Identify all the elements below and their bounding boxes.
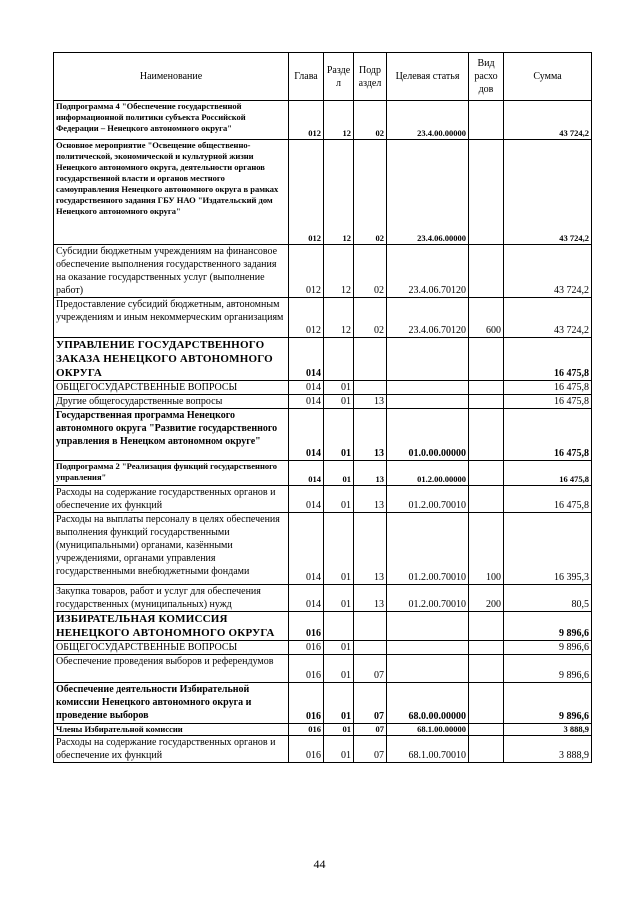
row-exp-type [469, 683, 504, 724]
header-subsection: Подр аздел [354, 53, 387, 101]
row-subsection: 13 [354, 585, 387, 612]
row-amount: 9 896,6 [504, 612, 592, 641]
table-row [54, 245, 592, 298]
table-row [54, 486, 592, 513]
row-amount: 16 475,8 [504, 486, 592, 513]
row-name: Подпрограмма 4 "Обеспечение государственной информационной политики субъекта Российской Федерации – Ненецкого автономного округа" [54, 101, 289, 140]
row-amount: 43 724,2 [504, 298, 592, 338]
row-subsection: 02 [354, 101, 387, 140]
row-amount: 16 475,8 [504, 338, 592, 381]
row-section [324, 338, 354, 381]
budget-table [53, 52, 592, 763]
row-section: 01 [324, 724, 354, 736]
page-number: 44 [313, 857, 326, 871]
row-subsection [354, 641, 387, 655]
row-section: 01 [324, 736, 354, 763]
row-exp-type [469, 338, 504, 381]
row-target: 23.4.00.00000 [387, 101, 469, 140]
row-amount: 43 724,2 [504, 245, 592, 298]
row-name: ОБЩЕГОСУДАРСТВЕННЫЕ ВОПРОСЫ [54, 641, 289, 655]
row-name: ИЗБИРАТЕЛЬНАЯ КОМИССИЯ НЕНЕЦКОГО АВТОНОМНОГО ОКРУГА [54, 612, 289, 641]
row-name: Другие общегосударственные вопросы [54, 395, 289, 409]
row-name: Расходы на содержание государственных органов и обеспечение их функций [54, 486, 289, 513]
row-subsection: 13 [354, 395, 387, 409]
row-section: 12 [324, 101, 354, 140]
row-subsection: 07 [354, 724, 387, 736]
row-subsection [354, 381, 387, 395]
row-name: Государственная программа Ненецкого автономного округа "Развитие государственного управления в Ненецком автономном округе" [54, 409, 289, 461]
row-section: 01 [324, 585, 354, 612]
row-subsection: 07 [354, 683, 387, 724]
row-exp-type [469, 381, 504, 395]
row-amount: 43 724,2 [504, 101, 592, 140]
row-section: 01 [324, 513, 354, 585]
row-chapter: 014 [289, 409, 324, 461]
table-row [54, 298, 592, 338]
row-target: 68.1.00.70010 [387, 736, 469, 763]
row-exp-type: 600 [469, 298, 504, 338]
row-amount: 9 896,6 [504, 655, 592, 683]
row-exp-type [469, 641, 504, 655]
row-exp-type [469, 140, 504, 245]
row-exp-type: 200 [469, 585, 504, 612]
row-amount: 16 475,8 [504, 409, 592, 461]
row-name: Основное мероприятие "Освещение общественно-политической, экономической и культурной жизни Ненецкого автономного округа, деятельности органов государственной власти и органов местного самоуправления Ненецкого автономного округа в рамках государственного задания ГБУ НАО "Издательский дом Ненецкого автономного округа" [54, 140, 289, 245]
row-subsection: 13 [354, 461, 387, 486]
row-section: 12 [324, 140, 354, 245]
row-amount: 43 724,2 [504, 140, 592, 245]
table-row [54, 585, 592, 612]
row-subsection: 07 [354, 736, 387, 763]
row-target: 01.2.00.70010 [387, 486, 469, 513]
row-chapter: 016 [289, 683, 324, 724]
header-row [54, 53, 592, 101]
table-row [54, 395, 592, 409]
row-exp-type [469, 409, 504, 461]
row-exp-type [469, 724, 504, 736]
row-amount: 9 896,6 [504, 683, 592, 724]
row-subsection: 02 [354, 298, 387, 338]
row-exp-type [469, 101, 504, 140]
row-target: 68.0.00.00000 [387, 683, 469, 724]
table-row [54, 612, 592, 641]
row-amount: 16 475,8 [504, 461, 592, 486]
row-section: 01 [324, 461, 354, 486]
table-row [54, 724, 592, 736]
row-subsection: 13 [354, 409, 387, 461]
row-chapter: 014 [289, 395, 324, 409]
row-target: 01.2.00.70010 [387, 513, 469, 585]
row-name: Предоставление субсидий бюджетным, автономным учреждениям и иным некоммерческим организациям [54, 298, 289, 338]
row-subsection [354, 338, 387, 381]
table-row [54, 655, 592, 683]
table-row [54, 736, 592, 763]
row-section [324, 612, 354, 641]
row-target [387, 612, 469, 641]
row-chapter: 014 [289, 338, 324, 381]
row-chapter: 012 [289, 140, 324, 245]
row-subsection: 13 [354, 513, 387, 585]
row-amount: 16 475,8 [504, 381, 592, 395]
row-target [387, 381, 469, 395]
row-amount: 16 475,8 [504, 395, 592, 409]
row-chapter: 012 [289, 101, 324, 140]
table-row [54, 338, 592, 381]
row-exp-type [469, 461, 504, 486]
row-chapter: 014 [289, 486, 324, 513]
row-name: Расходы на выплаты персоналу в целях обеспечения выполнения функций государственными (муниципальными) органами, казёнными учреждениями, органами управления государственными внебюджетными фондами [54, 513, 289, 585]
row-chapter: 016 [289, 641, 324, 655]
row-chapter: 016 [289, 736, 324, 763]
row-section: 01 [324, 683, 354, 724]
row-target: 01.0.00.00000 [387, 409, 469, 461]
header-name: Наименование [54, 53, 289, 101]
row-target [387, 395, 469, 409]
row-exp-type [469, 612, 504, 641]
table-row [54, 683, 592, 724]
table-row [54, 513, 592, 585]
header-amount: Сумма [504, 53, 592, 101]
row-amount: 80,5 [504, 585, 592, 612]
row-exp-type [469, 486, 504, 513]
row-section: 01 [324, 655, 354, 683]
row-chapter: 014 [289, 585, 324, 612]
row-chapter: 016 [289, 724, 324, 736]
row-target [387, 338, 469, 381]
table-row [54, 381, 592, 395]
row-chapter: 014 [289, 381, 324, 395]
table-row [54, 101, 592, 140]
row-name: Расходы на содержание государственных органов и обеспечение их функций [54, 736, 289, 763]
row-exp-type [469, 736, 504, 763]
row-section: 12 [324, 298, 354, 338]
row-name: ОБЩЕГОСУДАРСТВЕННЫЕ ВОПРОСЫ [54, 381, 289, 395]
row-amount: 3 888,9 [504, 724, 592, 736]
row-target [387, 655, 469, 683]
row-target: 01.2.00.70010 [387, 585, 469, 612]
row-name: Члены Избирательной комиссии [54, 724, 289, 736]
row-name: Закупка товаров, работ и услуг для обеспечения государственных (муниципальных) нужд [54, 585, 289, 612]
row-name: Обеспечение проведения выборов и референдумов [54, 655, 289, 683]
table-row [54, 461, 592, 486]
header-exp-type: Вид расхо дов [469, 53, 504, 101]
row-section: 12 [324, 245, 354, 298]
row-target: 23.4.06.70120 [387, 245, 469, 298]
row-amount: 16 395,3 [504, 513, 592, 585]
row-name: УПРАВЛЕНИЕ ГОСУДАРСТВЕННОГО ЗАКАЗА НЕНЕЦКОГО АВТОНОМНОГО ОКРУГА [54, 338, 289, 381]
row-exp-type [469, 655, 504, 683]
row-section: 01 [324, 409, 354, 461]
row-name: Подпрограмма 2 "Реализация функций государственного управления" [54, 461, 289, 486]
row-chapter: 014 [289, 513, 324, 585]
row-exp-type [469, 245, 504, 298]
row-amount: 9 896,6 [504, 641, 592, 655]
row-subsection: 02 [354, 140, 387, 245]
row-subsection: 13 [354, 486, 387, 513]
row-chapter: 016 [289, 655, 324, 683]
row-target: 68.1.00.00000 [387, 724, 469, 736]
row-target: 23.4.06.00000 [387, 140, 469, 245]
row-exp-type: 100 [469, 513, 504, 585]
header-target: Целевая статья [387, 53, 469, 101]
header-section: Разде л [324, 53, 354, 101]
row-chapter: 012 [289, 245, 324, 298]
row-subsection: 02 [354, 245, 387, 298]
row-section: 01 [324, 641, 354, 655]
table-row [54, 409, 592, 461]
header-chapter: Глава [289, 53, 324, 101]
row-chapter: 016 [289, 612, 324, 641]
row-section: 01 [324, 381, 354, 395]
row-section: 01 [324, 395, 354, 409]
row-section: 01 [324, 486, 354, 513]
table-row [54, 140, 592, 245]
row-target [387, 641, 469, 655]
table-row [54, 641, 592, 655]
row-chapter: 012 [289, 298, 324, 338]
row-amount: 3 888,9 [504, 736, 592, 763]
row-chapter: 014 [289, 461, 324, 486]
row-target: 23.4.06.70120 [387, 298, 469, 338]
row-subsection [354, 612, 387, 641]
row-name: Обеспечение деятельности Избирательной комиссии Ненецкого автономного округа и проведение выборов [54, 683, 289, 724]
row-target: 01.2.00.00000 [387, 461, 469, 486]
row-subsection: 07 [354, 655, 387, 683]
row-exp-type [469, 395, 504, 409]
row-name: Субсидии бюджетным учреждениям на финансовое обеспечение выполнения государственного задания на оказание государственных услуг (выполнение работ) [54, 245, 289, 298]
